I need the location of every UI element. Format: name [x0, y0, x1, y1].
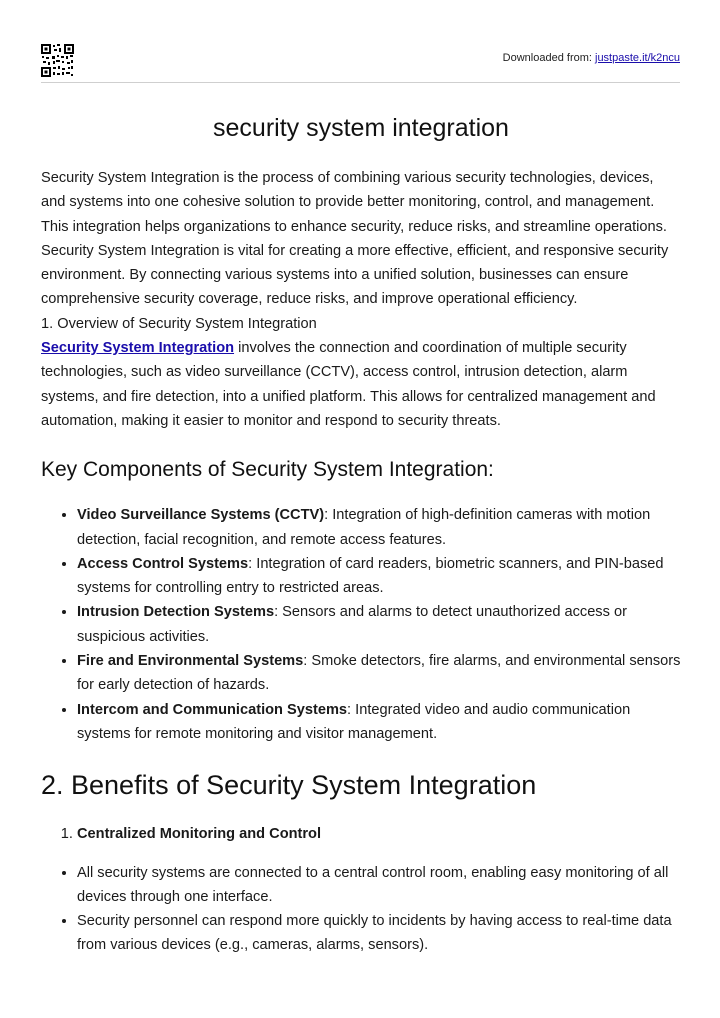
- list-item-term: Intrusion Detection Systems: [77, 604, 275, 621]
- key-components-heading: Key Components of Security System Integration:: [41, 458, 494, 482]
- benefit-title: Centralized Monitoring and Control: [77, 826, 322, 843]
- list-item: [77, 649, 681, 698]
- list-item-desc: : Integration of card readers, biometric scanners, and PIN-based systems for controlling entry to restricted areas.: [77, 555, 664, 597]
- page-header: [41, 42, 680, 83]
- security-system-integration-link[interactable]: Security System Integration: [41, 340, 235, 357]
- list-item-desc: : Sensors and alarms to detect unauthorized access or suspicious activities.: [77, 604, 627, 645]
- list-item-desc: : Smoke detectors, fire alarms, and environmental sensors for early detection of hazards.: [77, 653, 681, 694]
- benefit-points-list: [41, 861, 681, 958]
- components-list: [41, 503, 681, 746]
- page-title: security system integration: [213, 114, 509, 142]
- list-item: [77, 822, 681, 846]
- list-item-term: Intercom and Communication Systems: [77, 701, 348, 718]
- list-item: [77, 600, 681, 649]
- benefits-list: [41, 822, 681, 846]
- list-item-term: Video Surveillance Systems (CCTV): [77, 507, 325, 524]
- list-item: [77, 698, 681, 747]
- list-item-term: Fire and Environmental Systems: [77, 653, 304, 670]
- overview-text: involves the connection and coordination of multiple security technologies, such as video surveillance (CCTV), access control, intrusion detection, alarm systems, and fire detection, into a unified platform. This allows for centralized management and automation, making it easier to monitor and respond to security threats.: [41, 340, 656, 429]
- download-source: [503, 52, 680, 64]
- benefits-heading: 2. Benefits of Security System Integration: [41, 770, 537, 801]
- overview-heading: 1. Overview of Security System Integration: [41, 315, 317, 332]
- download-source-prefix: Downloaded from:: [502, 52, 595, 64]
- list-item-desc: : Integrated video and audio communication systems for remote monitoring and visitor management.: [77, 701, 631, 742]
- intro-paragraph: Security System Integration is the process of combining various security technologies, devices, and systems into one cohesive solution to provide better monitoring, control, and management. This integration helps organizations to enhance security, reduce risks, and streamline operations. Security System Integration is vital for creating a more effective, efficient, and responsive security environment. By connecting various systems into a unified solution, businesses can ensure comprehensive security coverage, reduce risks, and improve operational efficiency.: [41, 170, 669, 308]
- list-item: • Security personnel can respond more quickly to incidents by having access to real-time data from various devices (e.g., cameras, alarms, sensors).: [77, 909, 681, 958]
- overview-paragraph: [41, 336, 681, 433]
- source-link[interactable]: justpaste.it/k2ncu: [595, 52, 680, 64]
- list-item-desc: : Integration of high-definition cameras with motion detection, facial recognition, and remote access features.: [77, 507, 651, 548]
- list-item: [77, 552, 681, 601]
- qr-code-icon: [41, 44, 74, 77]
- list-item-term: Access Control Systems: [77, 555, 249, 572]
- document-body: [41, 108, 681, 958]
- list-item: [77, 503, 681, 552]
- list-item: • All security systems are connected to a central control room, enabling easy monitoring of all devices through one interface.: [77, 861, 681, 910]
